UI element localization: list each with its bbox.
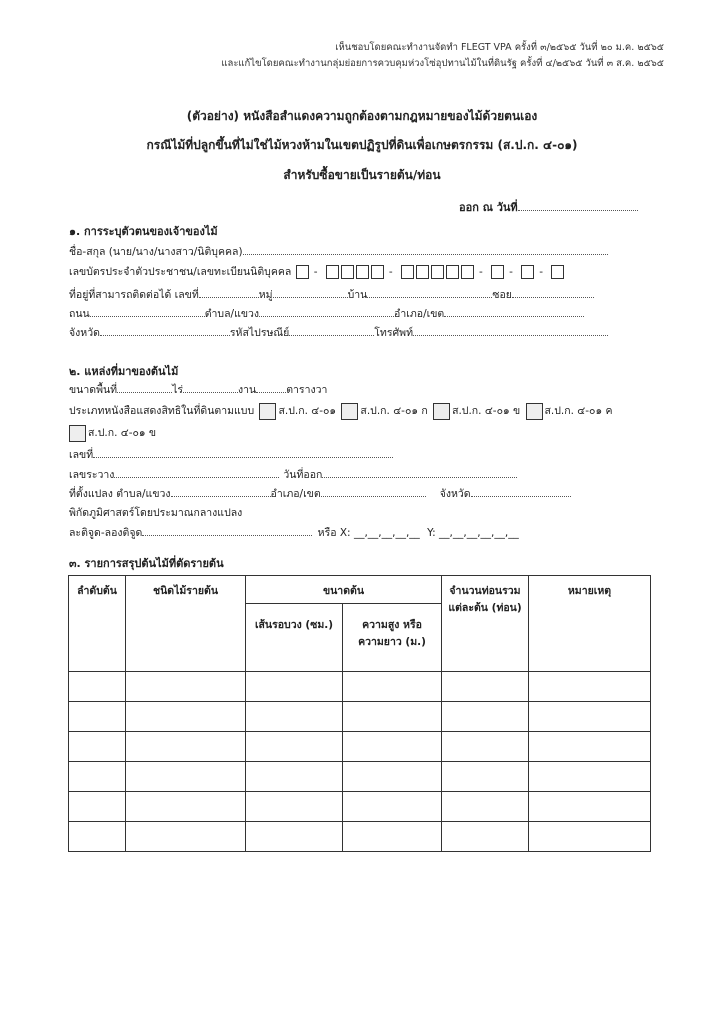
contact-address-label: ที่อยู่ที่สามารถติดต่อได้ เลขที่ [69, 289, 199, 301]
cell[interactable] [246, 702, 343, 732]
amphoe-label: อำเภอ/เขต [394, 308, 445, 320]
province-row [69, 324, 608, 341]
ngan-label: งาน [238, 384, 257, 396]
range-row [69, 466, 517, 483]
cell[interactable] [343, 672, 442, 702]
tree-summary-table [68, 575, 651, 852]
latlon-field[interactable] [142, 524, 312, 536]
soi-field[interactable] [512, 286, 594, 298]
cell[interactable] [343, 792, 442, 822]
cell[interactable] [69, 822, 126, 852]
owner-name-label: ชื่อ-สกุล (นาย/นาง/นางสาว/นิติบุคคล) [69, 246, 243, 258]
y-coordinate-field[interactable]: __,__,__,__,__,__ [439, 527, 519, 539]
issue-date-label: ออก ณ วันที่ [459, 201, 518, 214]
id-digit-group-6[interactable] [550, 266, 565, 278]
cell[interactable] [529, 762, 651, 792]
rai-label: ไร่ [172, 384, 184, 396]
sqwa-label: ตารางวา [286, 384, 328, 396]
cell[interactable] [69, 702, 126, 732]
doc-type-spk-401-kho3: ส.ป.ก. ๔-๐๑ ข [88, 427, 157, 439]
table-row [69, 702, 651, 732]
amphoe-field[interactable] [444, 305, 584, 317]
checkbox-spk-401-kho3[interactable] [69, 425, 86, 442]
house-number-field[interactable] [199, 286, 259, 298]
cell[interactable] [529, 672, 651, 702]
cell[interactable] [442, 792, 529, 822]
owner-id-row: เลขบัตรประจำตัวประชาชน/เลขทะเบียนนิติบุคคล - - - - - [69, 263, 565, 280]
checkbox-spk-401-ko[interactable] [341, 403, 358, 420]
col-species: ชนิดไม้รายต้น [126, 576, 246, 672]
col-tree-size: ขนาดต้น [246, 576, 442, 604]
latlon-label: ละติจูด-ลองติจูด [69, 527, 143, 539]
document-subtitle: กรณีไม้ที่ปลูกขึ้นที่ไม่ใช่ไม้หวงห้ามในเขตปฏิรูปที่ดินเพื่อเกษตรกรรม (ส.ป.ก. ๔-๐๑) [146, 138, 578, 152]
tambon-label: ตำบล/แขวง [204, 308, 260, 320]
rai-field[interactable] [117, 381, 172, 393]
road-field[interactable] [90, 305, 205, 317]
table-row [69, 732, 651, 762]
cell[interactable] [69, 792, 126, 822]
plot-amphoe-field[interactable] [321, 485, 426, 497]
area-row [69, 381, 327, 398]
checkbox-spk-401[interactable] [259, 403, 276, 420]
issue-date-field[interactable] [518, 199, 638, 211]
cell[interactable] [69, 762, 126, 792]
moo-field[interactable] [273, 286, 348, 298]
table-row [69, 822, 651, 852]
col-remark: หมายเหตุ [529, 576, 651, 672]
cell[interactable] [69, 732, 126, 762]
doc-type-row-2 [69, 424, 156, 442]
cell[interactable] [246, 822, 343, 852]
plot-province-field[interactable] [471, 485, 571, 497]
cell[interactable] [442, 762, 529, 792]
cell[interactable] [69, 672, 126, 702]
col-girth: เส้นรอบวง (ซม.) [246, 604, 343, 672]
cell[interactable] [126, 762, 246, 792]
cell[interactable] [246, 792, 343, 822]
table-row [69, 762, 651, 792]
col-height: ความสูง หรือ ความยาว (ม.) [343, 604, 442, 672]
province-field[interactable] [100, 324, 230, 336]
issue-date-label-2: วันที่ออก [283, 469, 323, 481]
doc-type-spk-401: ส.ป.ก. ๔-๐๑ [278, 405, 337, 417]
cell[interactable] [529, 822, 651, 852]
postal-code-field[interactable] [289, 324, 374, 336]
doc-type-spk-401-kho: ส.ป.ก. ๔-๐๑ ข [452, 405, 521, 417]
y-label: Y: [427, 527, 436, 539]
cell[interactable] [126, 792, 246, 822]
approval-note-line2: และแก้ไขโดยคณะทำงานกลุ่มย่อยการควบคุมห่วงโซ่อุปทานไม้ในที่ดินรัฐ ครั้งที่ ๔/๒๕๖๕ วันที่ ๓ ส.ค. ๒๕๖๕ [221, 58, 664, 69]
section1-heading: ๑. การระบุตัวตนของเจ้าของไม้ [69, 225, 218, 238]
land-number-label: เลขที่ [69, 449, 94, 461]
latlon-row [69, 524, 519, 541]
cell[interactable] [529, 702, 651, 732]
issue-date-row [459, 198, 638, 216]
coords-label: พิกัดภูมิศาสตร์โดยประมาณกลางแปลง [69, 507, 243, 519]
document-title: (ตัวอย่าง) หนังสือสำแดงความถูกต้องตามกฎหมายของไม้ด้วยตนเอง [186, 109, 538, 123]
cell[interactable] [126, 732, 246, 762]
doc-type-label: ประเภทหนังสือแสดงสิทธิในที่ดินตามแบบ [69, 405, 255, 417]
phone-field[interactable] [413, 324, 608, 336]
plot-province-label: จังหวัด [439, 488, 471, 500]
owner-name-field[interactable] [243, 243, 608, 255]
road-row [69, 305, 584, 322]
moo-label: หมู่ [258, 289, 273, 301]
cell[interactable] [529, 792, 651, 822]
id-digit-group-3[interactable] [400, 266, 475, 278]
plot-amphoe-label: อำเภอ/เขต [270, 488, 321, 500]
cell[interactable] [126, 822, 246, 852]
cell[interactable] [246, 672, 343, 702]
village-label: บ้าน [347, 289, 368, 301]
cell[interactable] [126, 672, 246, 702]
address-row [69, 286, 594, 303]
document-scope: สำหรับซื้อขายเป็นรายต้น/ท่อน [283, 168, 441, 182]
plot-tambon-label: ที่ตั้งแปลง ตำบล/แขวง [69, 488, 171, 500]
section3-heading: ๓. รายการสรุปต้นไม้ที่ตัดรายต้น [69, 557, 224, 570]
cell[interactable] [343, 732, 442, 762]
phone-label: โทรศัพท์ [374, 327, 414, 339]
ngan-field[interactable] [183, 381, 238, 393]
cell[interactable] [442, 732, 529, 762]
cell[interactable] [343, 762, 442, 792]
doc-type-spk-401-ko: ส.ป.ก. ๔-๐๑ ก [360, 405, 428, 417]
plot-location-row [69, 485, 571, 502]
doc-type-row [69, 402, 612, 420]
sqwa-field[interactable] [256, 381, 286, 393]
checkbox-spk-401-kho2[interactable] [526, 403, 543, 420]
cell[interactable] [442, 822, 529, 852]
id-digit-group-1[interactable] [295, 266, 310, 278]
section2-heading: ๒. แหล่งที่มาของต้นไม้ [69, 365, 179, 378]
table-row [69, 792, 651, 822]
area-label: ขนาดพื้นที่ [69, 384, 118, 396]
village-field[interactable] [367, 286, 492, 298]
or-x-label: หรือ X: [317, 527, 351, 539]
col-tree-no: ลำดับต้น [69, 576, 126, 672]
cell[interactable] [529, 732, 651, 762]
x-coordinate-field[interactable]: __,__,__,__,__ [353, 527, 420, 539]
cell[interactable] [246, 732, 343, 762]
id-digit-group-4[interactable] [490, 266, 505, 278]
land-issue-date-field[interactable] [322, 466, 517, 478]
cell[interactable] [442, 672, 529, 702]
tambon-field[interactable] [259, 305, 394, 317]
cell[interactable] [343, 822, 442, 852]
range-field[interactable] [114, 466, 279, 478]
plot-tambon-field[interactable] [171, 485, 271, 497]
owner-id-label: เลขบัตรประจำตัวประชาชน/เลขทะเบียนนิติบุคคล [69, 266, 292, 278]
range-label: เลขระวาง [69, 469, 115, 481]
owner-name-row [69, 243, 608, 260]
road-label: ถนน [69, 308, 90, 320]
land-number-field[interactable] [93, 446, 393, 458]
col-log-count: จำนวนท่อนรวม แต่ละต้น (ท่อน) [442, 576, 529, 672]
postal-code-label: รหัสไปรษณีย์ [229, 327, 290, 339]
land-number-row [69, 446, 393, 463]
table-row [69, 672, 651, 702]
cell[interactable] [442, 702, 529, 732]
approval-note-line1: เห็นชอบโดยคณะทำงานจัดทำ FLEGT VPA ครั้งที่ ๓/๒๕๖๕ วันที่ ๒๐ ม.ค. ๒๕๖๕ [335, 42, 664, 53]
cell[interactable] [343, 702, 442, 732]
id-digit-group-5[interactable] [520, 266, 535, 278]
province-label: จังหวัด [69, 327, 100, 339]
id-digit-group-2[interactable] [325, 266, 385, 278]
cell[interactable] [246, 762, 343, 792]
table-header-row [69, 576, 651, 604]
checkbox-spk-401-kho[interactable] [433, 403, 450, 420]
cell[interactable] [126, 702, 246, 732]
soi-label: ซอย [492, 289, 512, 301]
doc-type-spk-401-kho2: ส.ป.ก. ๔-๐๑ ค [544, 405, 613, 417]
